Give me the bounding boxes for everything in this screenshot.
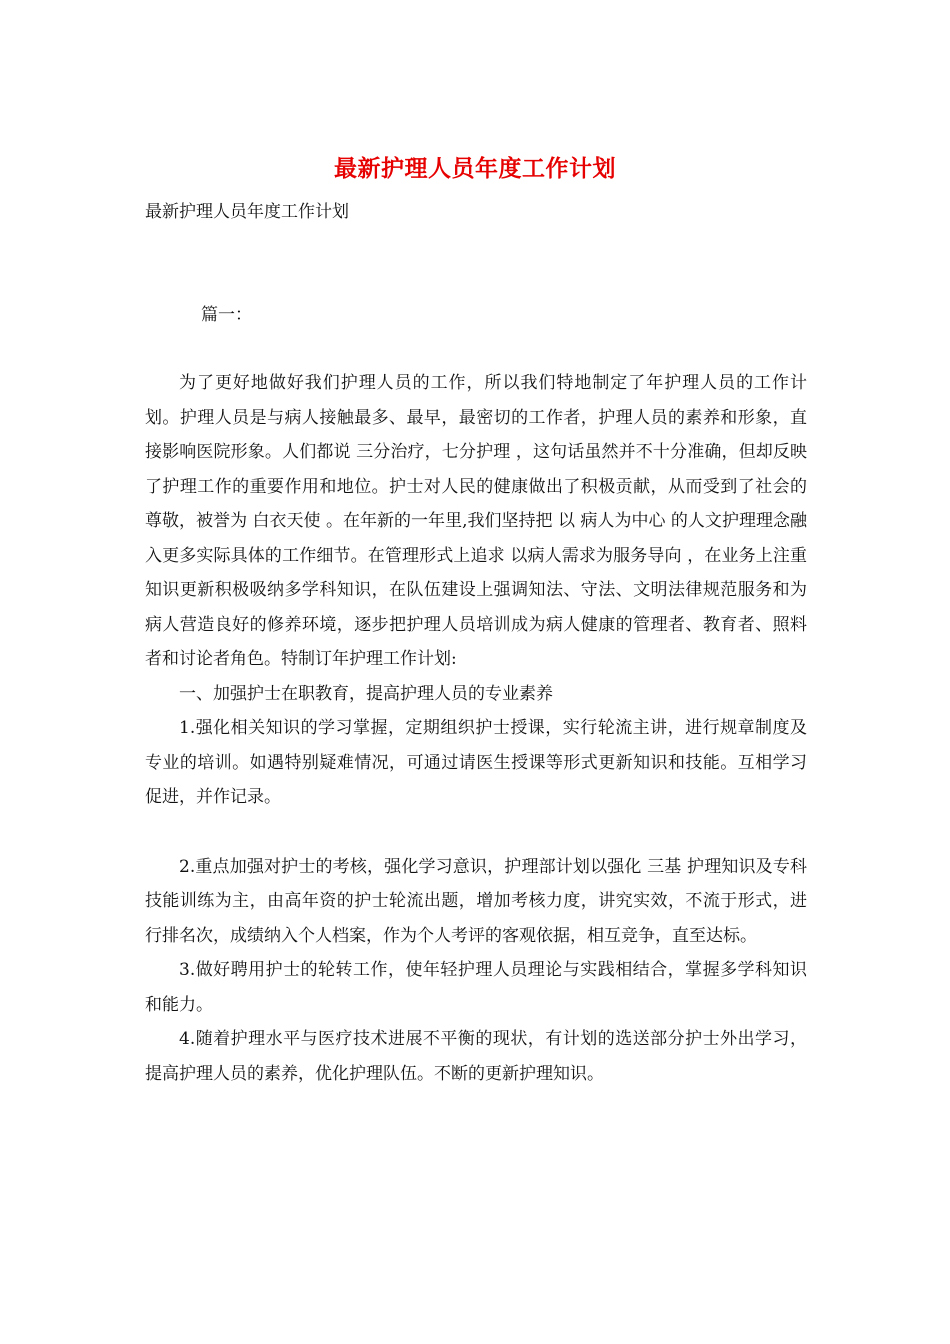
section-label: 篇一：	[201, 305, 252, 325]
paragraph-intro: 为了更好地做好我们护理人员的工作，所以我们特地制定了年护理人员的工作计划。护理人员是与病人接触最多、最早，最密切的工作者，护理人员的素养和形象，直接影响医院形象。人们都说 三分治疗，七分护理 ，这句话虽然并不十分准确，但却反映了护理工作的重要作用和地位。护士对人民的健康做出了积极贡献，从而受到了社会的尊敬，被誉为 白衣天使 。在年新的一年里,我们坚持把 以 病人为中心 的人文护理理念融入更多实际具体的工作细节。在管理形式上追求 以病人需求为服务导向 ，在业务上注重知识更新积极吸纳多学科知识，在队伍建设上强调知法、守法、文明法律规范服务和为病人营造良好的修养环境，逐步把护理人员培训成为病人健康的管理者、教育者、照料者和讨论者角色。特制订年护理工作计划:	[145, 373, 807, 669]
document-body	[145, 366, 807, 1091]
paragraph-heading-1: 一、加强护士在职教育，提高护理人员的专业素养	[179, 683, 553, 704]
paragraph-item-2: 2.重点加强对护士的考核，强化学习意识，护理部计划以强化 三基 护理知识及专科技能训练为主，由高年资的护士轮流出题，增加考核力度，讲究实效，不流于形式，进行排名次，成绩纳入个人档案，作为个人考评的客观依据，相互竞争，直至达标。	[145, 856, 807, 946]
paragraph-item-1: 1.强化相关知识的学习掌握，定期组织护士授课，实行轮流主讲，进行规章制度及专业的培训。如遇特别疑难情况，可通过请医生授课等形式更新知识和技能。互相学习促进，并作记录。	[145, 718, 807, 807]
paragraph-item-3: 3.做好聘用护士的轮转工作，使年轻护理人员理论与实践相结合，掌握多学科知识和能力。	[145, 960, 807, 1015]
paragraph-item-4: 4.随着护理水平与医疗技术进展不平衡的现状，有计划的选送部分护士外出学习，提高护理人员的素养，优化护理队伍。不断的更新护理知识。	[145, 1029, 807, 1084]
document-subtitle: 最新护理人员年度工作计划	[145, 202, 349, 222]
document-title: 最新护理人员年度工作计划	[334, 155, 616, 182]
